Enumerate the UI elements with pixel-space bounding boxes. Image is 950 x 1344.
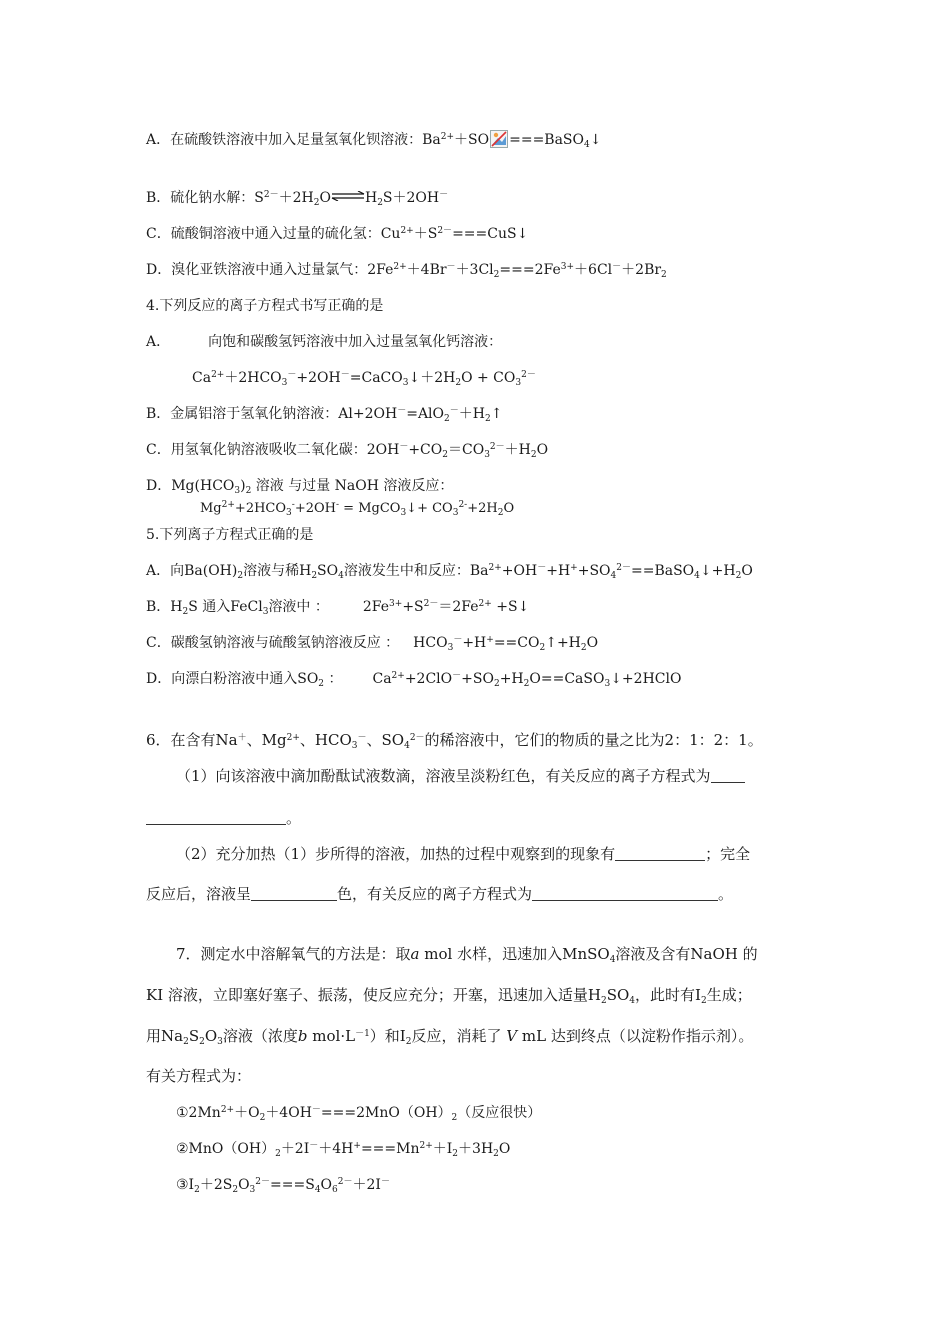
q5-stem: 5.下列离子方程式正确的是 [146, 527, 314, 543]
q4-option-b: B．金属铝溶于氢氧化钠溶液：$Al+2OH^-=AlO_2^-+H_2↑$ [146, 406, 503, 424]
q3-option-a: A．在硫酸铁溶液中加入足量氢氧化钡溶液：$Ba^{2+}+SO$ ===BaSO$_4$↓ [146, 132, 602, 150]
q7-equation-2: $②MnO(OH)_2+2I^-+4H^+===Mn^{2+}+I_2+3H_2O$ [176, 1141, 511, 1159]
q6-part1-continued: 。 [146, 808, 301, 828]
broken-image-icon [490, 130, 508, 148]
q6-part2-continued: 反应后，溶液呈 色，有关反应的离子方程式为 。 [146, 885, 734, 903]
q6-stem: 6．在含有Na＋、$Mg^{2+}$、$HCO_3^-$、$SO_4^{2-}$的稀溶液中，它们的物质的量之比为2：1：2：1。 [146, 731, 763, 751]
q7-line1: 7．测定水中溶解氧气的方法是：取a mol 水样，迅速加入MnSO$_4$溶液及含有NaOH 的 [176, 945, 758, 965]
q6-part1: （1）向该溶液中滴加酚酞试液数滴，溶液呈淡粉红色，有关反应的离子方程式为 [176, 766, 745, 786]
q4-option-d-equation: $Mg^{2+}+2HCO_3^-+2OH^-$ = MgCO$_3$↓+ $CO_3^{2-}+2H_2O$ [200, 500, 515, 518]
q3-option-c: C．硫酸铜溶液中通入过量的硫化氢：$Cu^{2+}+S^{2-}===CuS↓$ [146, 226, 529, 242]
q5-option-a: A．向$Ba(OH)_2$溶液与稀$H_2SO_4$溶液发生中和反应：$Ba^{2+}+OH^-+H^++SO_4^{2-}==BaSO_4↓+H_2O$ [146, 563, 753, 581]
equilibrium-arrow-icon [331, 191, 365, 201]
q6-part2: （2）充分加热（1）步所得的溶液，加热的过程中观察到的现象有 ；完全 [176, 845, 751, 863]
q4-option-a-equation: $Ca^{2+}+2HCO_3^-+2OH^-=CaCO_3↓+2H_2O + CO_3^{2-}$ [192, 370, 536, 388]
q5-option-b: B．$H_2S$ 通入FeCl$_3$溶液中 ： $2Fe^{3+}+S^{2-}=2Fe^{2+}$ +S↓ [146, 599, 530, 617]
q4-option-a: A． 向饱和碳酸氢钙溶液中加入过量氢氧化钙溶液： [146, 334, 503, 350]
answer-blank[interactable] [711, 768, 745, 783]
q7-equation-3: $③I_2+2S_2O_3^{2-}===S_4O_6^{2-}+2I^-$ [176, 1177, 390, 1195]
q5-option-c: C．碳酸氢钠溶液与硫酸氢钠溶液反应 ： $HCO_3^-+H^+==CO_2↑+H_2O$ [146, 635, 599, 653]
q4-option-c: C．用氢氧化钠溶液吸收二氧化碳：$2OH^-+CO_2=CO_3^{2-}+H_2O$ [146, 442, 549, 460]
q4-option-d: D．$Mg(HCO_3)_2$ 溶液 与过量 NaOH 溶液反应： [146, 478, 454, 496]
q3-option-d: D．溴化亚铁溶液中通入过量氯气：$2Fe^{2+}+4Br^-+3Cl_2===2Fe^{3+}+6Cl^-+2Br_2$ [146, 262, 667, 280]
answer-blank[interactable] [615, 846, 705, 861]
q7-equation-1: $①2Mn^{2+}+O_2+4OH^-===2MnO(OH)_2$（反应很快） [176, 1105, 542, 1123]
q3-option-b: B．硫化钠水解：$S^{2-}+2H_2O$ $H_2S+2OH^-$ [146, 190, 449, 208]
answer-blank[interactable] [251, 886, 337, 901]
answer-blank[interactable] [532, 886, 718, 901]
q5-option-d: D．向漂白粉溶液中通入$SO_2$ ： $Ca^{2+}+2ClO^-+SO_2+H_2O==CaSO_3↓+2HClO$ [146, 671, 682, 689]
answer-blank[interactable] [146, 810, 286, 825]
q4-stem: 4.下列反应的离子方程式书写正确的是 [146, 298, 384, 314]
q7-line2: KI 溶液，立即塞好塞子、振荡，使反应充分；开塞，迅速加入适量$H_2SO_4$，此时有$I_2$生成； [146, 986, 752, 1006]
q7-line4: 有关方程式为： [146, 1067, 252, 1085]
q7-line3: 用$Na_2S_2O_3$溶液（浓度b $mol\cdot L^{-1}$）和$I_2$反应，消耗了 V mL 达到终点（以淀粉作指示剂）。 [146, 1027, 754, 1047]
